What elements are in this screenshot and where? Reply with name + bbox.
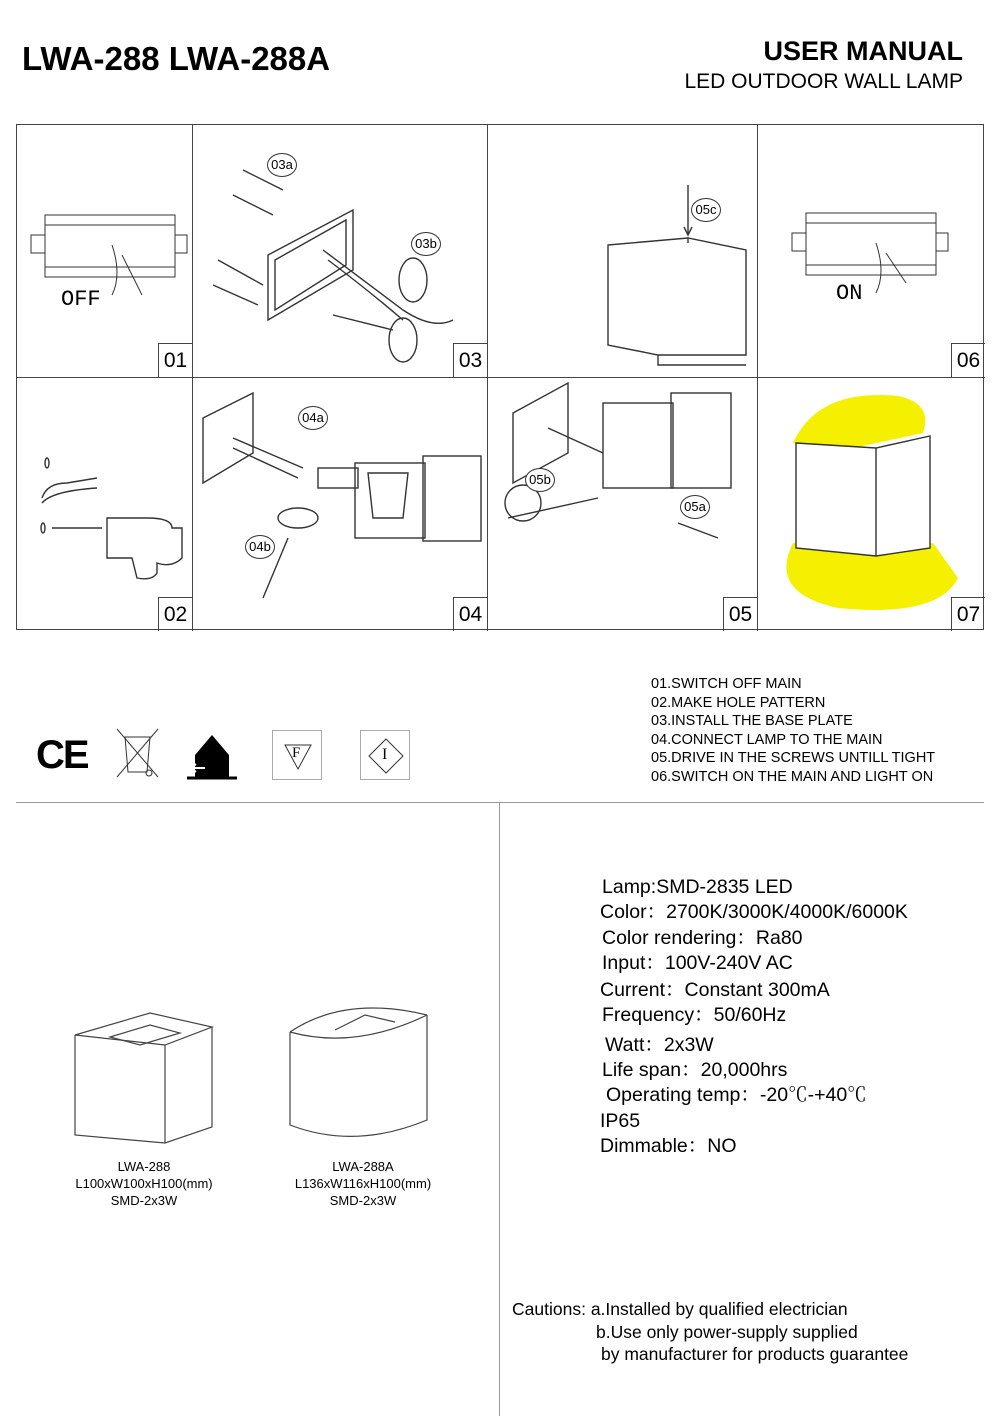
step-number: 03 [453, 343, 487, 377]
wiring-illustration [193, 378, 488, 631]
caution-b: b.Use only power-supply supplied [596, 1321, 858, 1342]
panel-05 [488, 378, 758, 631]
step-item: 04.CONNECT LAMP TO THE MAIN [651, 731, 883, 748]
spec-item: Color rendering：Ra80 [602, 926, 803, 949]
class-i-icon [360, 730, 410, 780]
cube-lamp-drawing [70, 1005, 220, 1150]
spec-item: Life span：20,000hrs [602, 1059, 788, 1082]
step-number: 01 [158, 343, 192, 377]
panel-05-top [488, 125, 758, 378]
round-lamp-drawing [285, 1000, 435, 1145]
step-item: 06.SWITCH ON THE MAIN AND LIGHT ON [651, 768, 934, 785]
panel-06 [758, 125, 985, 378]
step-number: 02 [158, 597, 192, 631]
step-number: 04 [453, 597, 487, 631]
f-mark-icon [272, 730, 322, 780]
panel-04 [193, 378, 488, 631]
spec-item: Lamp:SMD-2835 LED [602, 876, 793, 898]
label-04a: 04a [298, 406, 328, 430]
panel-02 [17, 378, 193, 631]
cautions-label: Cautions: [512, 1299, 586, 1319]
step-item: 05.DRIVE IN THE SCREWS UNTILL TIGHT [651, 750, 936, 767]
steps-list [651, 675, 935, 787]
manual-title: USER MANUAL [763, 36, 963, 66]
label-05c: 05c [691, 198, 721, 222]
manual-subtitle: LED OUTDOOR WALL LAMP [684, 70, 963, 93]
label-03a: 03a [267, 153, 297, 177]
panel-03 [193, 125, 488, 378]
step-number: 06 [951, 343, 985, 377]
product-size: L100xW100xH100(mm) [75, 1176, 213, 1191]
screwing-illustration [488, 343, 758, 596]
spec-item: IP65 [600, 1109, 641, 1132]
spec-item: Frequency：50/60Hz [602, 1004, 787, 1027]
step-item: 03.INSTALL THE BASE PLATE [651, 713, 853, 730]
caution-a: a.Installed by qualified electrician [590, 1299, 848, 1319]
step-number: 07 [951, 597, 985, 631]
product-name: LWA-288 [117, 1159, 171, 1174]
spec-item: Input：100V-240V AC [602, 951, 793, 974]
spec-item: Watt：2x3W [605, 1033, 714, 1056]
f-mark-text: F [292, 745, 301, 761]
model-number: LWA-288 LWA-288A [22, 40, 331, 77]
class-i-text: I [382, 746, 388, 763]
label-03b: 03b [411, 232, 441, 256]
product-lwa-288 [44, 1158, 244, 1209]
terminal-block-icon [17, 125, 193, 378]
caution-b-cont: by manufacturer for products guarantee [601, 1344, 909, 1364]
product-lwa-288a [263, 1158, 463, 1209]
product-spec: SMD-2x3W [110, 1193, 178, 1208]
lit-lamp-illustration [758, 378, 985, 631]
ce-mark-icon: CE [36, 733, 88, 777]
spec-item: Current：Constant 300mA [600, 979, 830, 1002]
cautions [512, 1298, 908, 1366]
spec-item: Color：2700K/3000K/4000K/6000K [600, 901, 908, 924]
specifications [600, 875, 908, 1159]
product-spec: SMD-2x3W [329, 1193, 397, 1208]
step-item: 01.SWITCH OFF MAIN [651, 676, 802, 692]
divider [16, 802, 984, 803]
spec-item: Dimmable：NO [600, 1134, 737, 1157]
terminal-block-icon [758, 125, 985, 378]
step-number: 05 [723, 597, 757, 631]
product-size: L136xW116xH100(mm) [294, 1176, 432, 1191]
panel-07 [758, 378, 985, 631]
label-05b: 05b [525, 468, 555, 492]
installation-steps-grid [16, 124, 984, 630]
lamp-mounting-illustration [488, 125, 758, 378]
on-label: ON [836, 281, 863, 306]
base-plate-illustration [193, 125, 488, 378]
product-name: LWA-288A [332, 1159, 394, 1174]
indoor-use-icon [187, 730, 237, 780]
weee-bin-icon [115, 727, 160, 779]
drill-illustration [17, 378, 193, 631]
divider-vertical [499, 803, 500, 1416]
label-05a: 05a [680, 495, 710, 519]
step-item: 02.MAKE HOLE PATTERN [651, 694, 826, 711]
off-label: OFF [61, 287, 101, 312]
label-04b: 04b [245, 535, 275, 559]
spec-item: Operating temp：-20℃-+40℃ [606, 1084, 867, 1107]
panel-01 [17, 125, 193, 378]
